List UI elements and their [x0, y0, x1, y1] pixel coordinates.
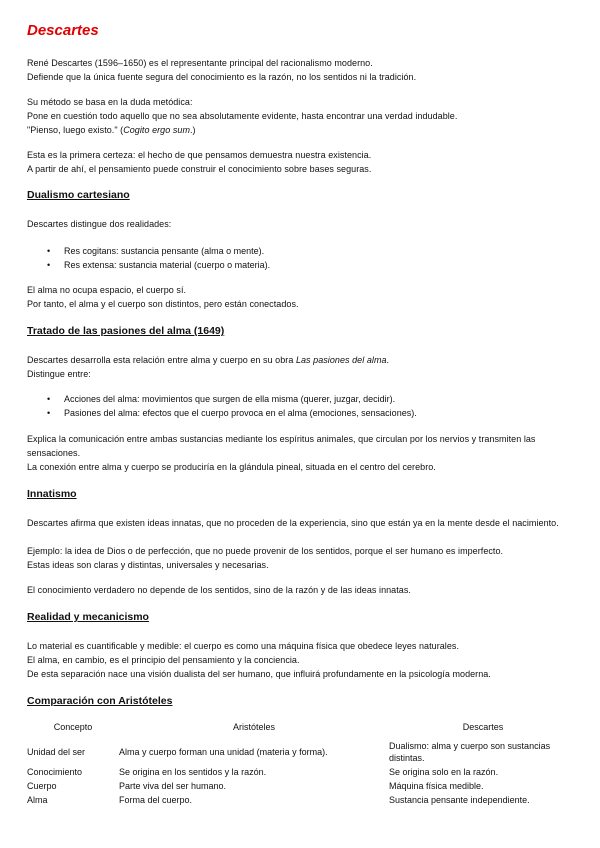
- intro-paragraph: Pone en cuestión todo aquello que no sea absolutamente evidente, hasta encontrar una verdad indudable.: [27, 111, 458, 121]
- intro-paragraph: Defiende que la única fuente segura del conocimiento es la razón, no los sentidos ni la tradición.: [27, 72, 417, 82]
- section-heading-tratado: Tratado de las pasiones del alma (1649): [27, 325, 225, 337]
- paragraph: Lo material es cuantificable y medible: el cuerpo es como una máquina física que obedece leyes naturales.: [27, 641, 459, 651]
- column-header: Aristóteles: [232, 722, 276, 732]
- table-cell: Conocimiento: [27, 767, 83, 777]
- paragraph: Descartes desarrolla esta relación entre alma y cuerpo en su obra Las pasiones del alma.: [27, 355, 390, 365]
- paragraph: Ejemplo: la idea de Dios o de perfección, que no puede provenir de los sentidos, porque el ser humano es imperfecto.: [27, 546, 504, 556]
- table-cell: Cuerpo: [27, 781, 57, 791]
- list-item: • Res extensa: sustancia material (cuerpo o materia).: [47, 258, 253, 272]
- list-item: • Res cogitans: sustancia pensante (alma o mente).: [47, 244, 247, 258]
- paragraph: Distingue entre:: [27, 369, 91, 379]
- cogito-quote: "Pienso, luego existo." (Cogito ergo sum.): [27, 125, 196, 135]
- paragraph: Descartes distingue dos realidades:: [27, 219, 172, 229]
- table-row: [27, 765, 577, 779]
- table-cell: Se origina solo en la razón.: [389, 767, 499, 777]
- section-heading-comparacion: Comparación con Aristóteles: [27, 695, 173, 707]
- column-header: Descartes: [462, 722, 504, 732]
- table-cell: Parte viva del ser humano.: [119, 781, 227, 791]
- comparison-table: [27, 722, 577, 807]
- table-row: [27, 779, 577, 793]
- paragraph: El conocimiento verdadero no depende de los sentidos, sino de la razón y de las ideas innatas.: [27, 585, 411, 595]
- table-cell: Se origina en los sentidos y la razón.: [119, 767, 267, 777]
- section-heading-dualismo: Dualismo cartesiano: [27, 189, 130, 201]
- paragraph: El alma no ocupa espacio, el cuerpo sí.: [27, 285, 187, 295]
- section-heading-innatismo: Innatismo: [27, 488, 77, 500]
- table-cell: Forma del cuerpo.: [119, 795, 193, 805]
- intro-paragraph: Su método se basa en la duda metódica:: [27, 97, 193, 107]
- paragraph: Estas ideas son claras y distintas, universales y necesarias.: [27, 560, 269, 570]
- intro-paragraph: René Descartes (1596–1650) es el representante principal del racionalismo moderno.: [27, 58, 373, 68]
- document-title: Descartes: [27, 22, 99, 39]
- table-cell: Alma y cuerpo forman una unidad (materia y forma).: [119, 747, 328, 757]
- table-cell: Máquina física medible.: [389, 781, 484, 791]
- table-cell: Alma: [27, 795, 48, 805]
- paragraph: La conexión entre alma y cuerpo se produciría en la glándula pineal, situada en el centro del cerebro.: [27, 462, 436, 472]
- list-item: • Acciones del alma: movimientos que surgen de ella misma (querer, juzgar, decidir).: [47, 392, 378, 406]
- table-cell: Sustancia pensante independiente.: [389, 795, 530, 805]
- paragraph: De esta separación nace una visión dualista del ser humano, que influirá profundamente en la psicología moderna.: [27, 669, 491, 679]
- table-cell: Dualismo: alma y cuerpo son sustancias distintas.: [389, 741, 551, 763]
- table-row: [27, 739, 577, 765]
- paragraph: El alma, en cambio, es el principio del pensamiento y la conciencia.: [27, 655, 300, 665]
- paragraph: Descartes afirma que existen ideas innatas, que no proceden de la experiencia, sino que están ya en la mente desde el nacimiento.: [27, 518, 559, 528]
- table-header-row: [27, 722, 577, 739]
- column-header: Concepto: [53, 722, 93, 732]
- intro-paragraph: Esta es la primera certeza: el hecho de que pensamos demuestra nuestra existencia.: [27, 150, 372, 160]
- intro-paragraph: A partir de ahí, el pensamiento puede construir el conocimiento sobre bases seguras.: [27, 164, 372, 174]
- table-cell: Unidad del ser: [27, 747, 86, 757]
- list-item: • Pasiones del alma: efectos que el cuerpo provoca en el alma (emociones, sensaciones).: [47, 406, 400, 420]
- paragraph: Por tanto, el alma y el cuerpo son distintos, pero están conectados.: [27, 299, 299, 309]
- section-heading-realidad: Realidad y mecanicismo: [27, 611, 149, 623]
- table-row: [27, 793, 577, 807]
- paragraph: Explica la comunicación entre ambas sustancias mediante los espíritus animales, que circulan por los nervios y transmiten las sensaciones.: [27, 434, 536, 458]
